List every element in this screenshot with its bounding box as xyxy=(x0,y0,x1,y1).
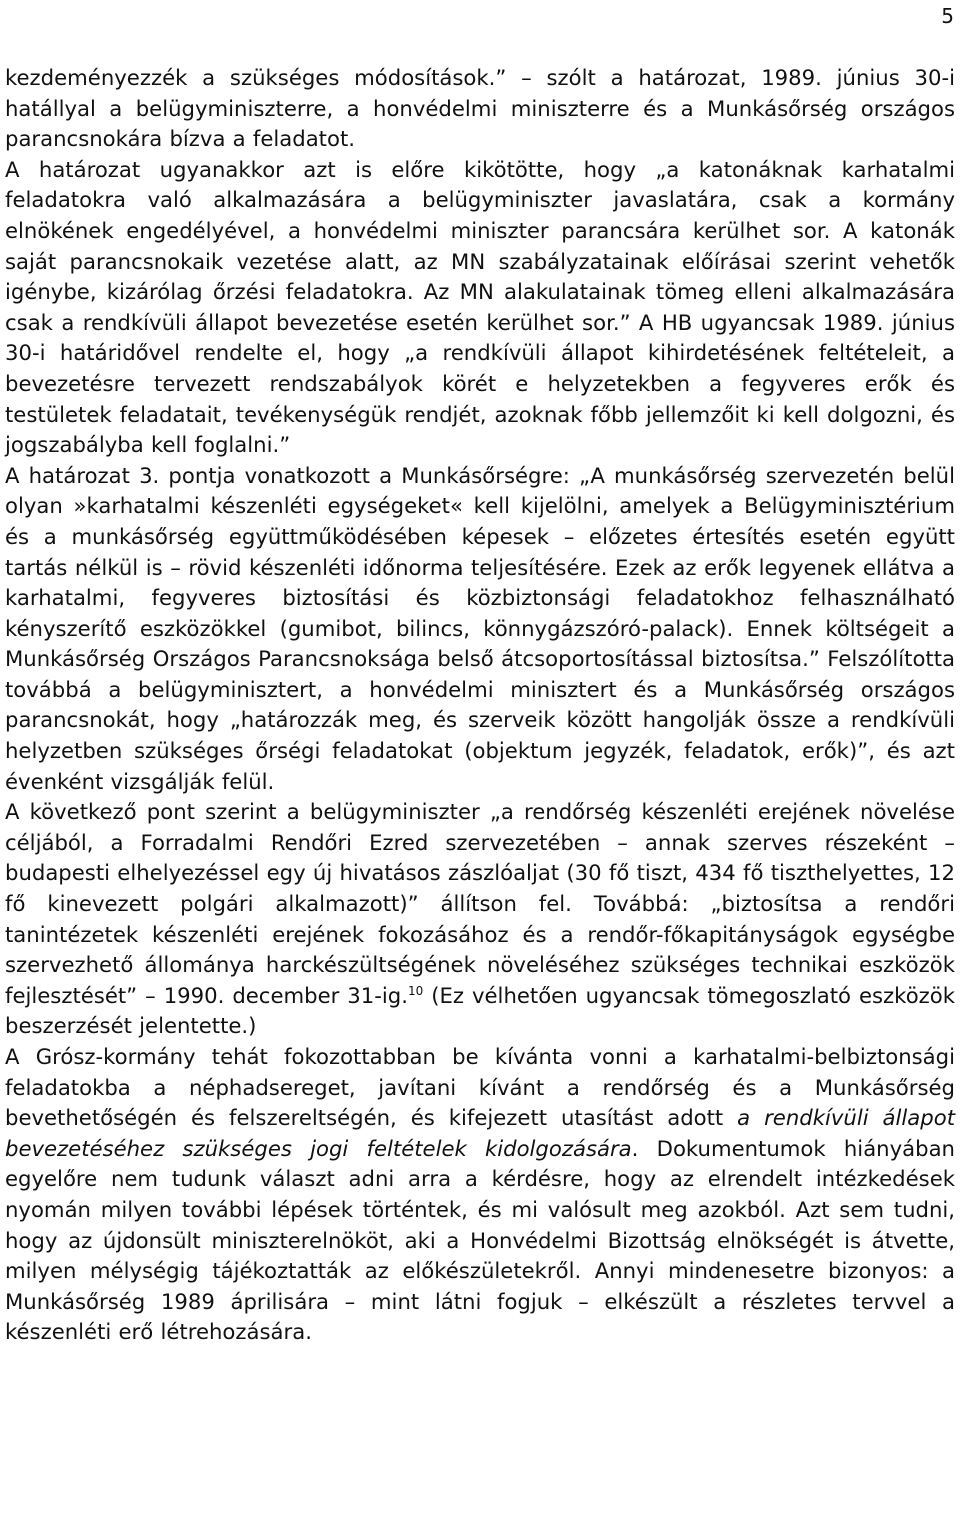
paragraph xyxy=(5,797,955,1042)
paragraph: A határozat ugyanakkor azt is előre kikötötte, hogy „a katonáknak karhatalmi feladatokra való alkalmazására a belügyminiszter javaslatára, csak a kormány elnökének engedélyével, a honvédelmi miniszter parancsára kerülhet sor. A katonák saját parancsnokaik vezetése alatt, az MN szabályzatainak előírásai szerint vehetők igénybe, kizárólag őrzési feladatokra. Az MN alakulatainak tömeg elleni alkalmazására csak a rendkívüli állapot bevezetése esetén kerülhet sor.” A HB ugyancsak 1989. június 30-i határidővel rendelte el, hogy „a rendkívüli állapot kihirdetésének feltételeit, a bevezetésre tervezett rendszabályok körét e helyzetekben a fegyveres erők és testületek feladatait, tevékenységük rendjét, azoknak főbb jellemzőit ki kell dolgozni, és jogszabályba kell foglalni.” xyxy=(5,156,955,458)
paragraph-text: A Grósz-kormány tehát fokozottabban be kívánta vonni a karhatalmi-belbiztonsági feladatokba a néphadsereget, javítani kívánt a rendőrség és a Munkásőrség bevethetőségén és felszereltségén, és kifejezett utasítást adott xyxy=(5,1044,955,1131)
paragraph xyxy=(5,1042,955,1348)
paragraph: kezdeményezzék a szükséges módosítások.” – szólt a határozat, 1989. június 30-i hatállyal a belügyminiszterre, a honvédelmi miniszterre és a Munkásőrség országos parancsnokára bízva a feladatot. xyxy=(5,65,955,152)
paragraph: A határozat 3. pontja vonatkozott a Munkásőrségre: „A munkásőrség szervezetén belül olyan »karhatalmi készenléti egységeket« kell kijelölni, amelyek a Belügyminisztérium és a munkásőrség együttműködésében képesek – előzetes értesítés esetén együtt tartás nélkül is – rövid készenléti időnorma teljesítésére. Ezek az erők legyenek ellátva a karhatalmi, fegyveres biztosítási és közbiztonsági feladatokhoz felhasználható kényszerítő eszközökkel (gumibot, bilincs, könnygázszóró-palack). Ennek költségeit a Munkásőrség Országos Parancsnoksága belső átcsoportosítással biztosítsa.” Felszólította továbbá a belügyminisztert, a honvédelmi minisztert és a Munkásőrség országos parancsnokát, hogy „határozzák meg, és szerveik között hangolják össze a rendkívüli helyzetben szükséges őrségi feladatokat (objektum jegyzék, feladatok, erők)”, és azt évenként vizsgálják felül. xyxy=(5,462,955,794)
emphasized-text: a rendkívüli állapot bevezetéséhez szükséges jogi feltételek kidolgozására xyxy=(5,1105,955,1161)
paragraph-text: (Ez vélhetően ugyancsak tömegoszlató eszközök beszerzését jelentette.) xyxy=(5,982,956,1039)
document-body xyxy=(5,63,955,1348)
page-number: 5 xyxy=(941,4,954,28)
footnote-reference[interactable]: 10 xyxy=(407,983,424,998)
paragraph-text: A következő pont szerint a belügyminiszter „a rendőrség készenléti erejének növelése céljából, a Forradalmi Rendőri Ezred szervezetében – annak szerves részeként – budapesti elhelyezéssel egy új hivatásos zászlóaljat (30 fő tiszt, 434 fő tiszthelyettes, 12 fő kinevezett polgári alkalmazott)” állítson fel. Továbbá: „biztosítsa a rendőri tanintézetek készenléti erejének fokozásához és a rendőr-főkapitányságok egységbe szervezhető állománya harckészültségének növeléséhez szükséges technikai eszközök fejlesztését” – 1990. december 31-ig. xyxy=(5,799,955,1008)
paragraph-text: . Dokumentumok hiányában egyelőre nem tudunk választ adni arra a kérdésre, hogy az elrendelt intézkedések nyomán milyen további lépések történtek, és mi valósult meg azokból. Azt sem tudni, hogy az újdonsült miniszterelnököt, aki a Honvédelmi Bizottság elnökségét is átvette, milyen mélységig tájékoztatták az előkészületekről. Annyi mindenesetre bizonyos: a Munkásőrség 1989 áprilisára – mint látni fogjuk – elkészült a részletes tervvel a készenléti erő létrehozására. xyxy=(5,1135,955,1345)
